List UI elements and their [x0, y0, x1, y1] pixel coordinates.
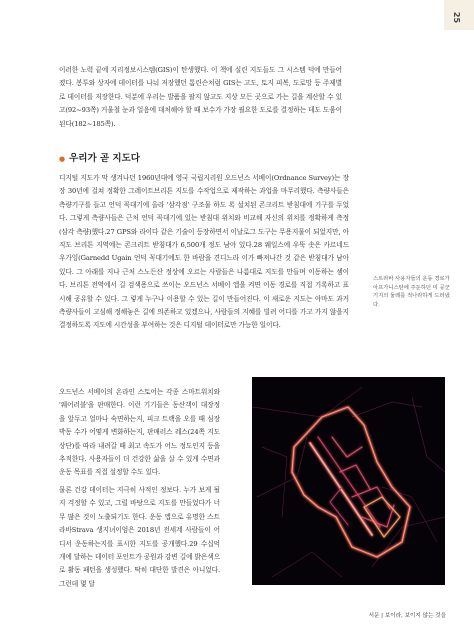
section-heading-text: 우리가 곧 지도다	[69, 153, 140, 164]
page-number: 25	[451, 11, 461, 24]
body-paragraph-block	[59, 172, 349, 333]
running-footer: 서문 | 보이라, 보이지 않는 것을	[368, 613, 446, 619]
intro-paragraph-block	[59, 64, 342, 131]
paragraph: 이러한 노력 끝에 지리정보시스템(GIS)이 탄생했다. 이 책에 실린 지도들도 그 시스템 덕에 만들어졌다. 봉투와 상자에 데이터를 나눠 저장했던 톰린슨처럼 GIS는 고도, 토지 피복, 도로망 등 주제별로 데이터를 저장한다. 덕분에 우리는 발품을 팔지 않고도 지상 모든 곳으로 가는 길을 계산할 수 있고(92~93쪽) 거울철 눈과 얼음에 대처해야 할 때 보수가 가장 필요한 도로를 결정하는 데도 도움이 된다(182~185쪽).	[59, 66, 342, 128]
heading-bullet-icon: ●	[59, 155, 66, 163]
section-heading	[59, 150, 140, 164]
heatmap-figure	[252, 377, 445, 585]
narrow-paragraph-block	[59, 484, 220, 591]
paragraph: 디지털 지도가 막 생겨나던 1960년대에 영국 국립지리원 오드넌스 서베이(Ordnance Survey)는 장장 30년에 걸쳐 정확한 그레이트브리튼 지도를 수작업으로 제작하는 과업을 마무리했다. 측량사들은 측량기구를 들고 언덕 꼭대기에 올라 '삼각점' 구조물 하도 록 설치된 콘크리트 받침대에 기구를 두었다. 그렇게 측량사들은 근처 언덕 꼭대기에 있는 받침대 위치와 비교해 자신의 위치를 정확하게 측정(삼각 측량)했다.27 GPS와 라이다 같은 기술이 등장하면서 이날로그 도구는 무용지물이 되었지만, 아직도 브리튼 지역에는 콘크리트 받침대가 6,500개 정도 남아 있다.28 웨일스에 우뚝 솟은 카르네드 우가잉(Garnedd Ugain 언덕 꼭대기에도 한 바람을 견디느라 이가 빠져나간 것 같은 받침대가 남아 있다. 그 아래를 지나 근처 스노든산 정상에 오르는 사람들은 나름대로 지도를 만들며 이동하는 셈이다. 브리튼 전역에서 길 검색용으로 쓰이는 오드넌스 서베이 앱을 켜면 이동 경로를 직접 기록하고 표시해 공유할 수 있다. 그 렇게 누구나 이용할 수 있는 길이 만들어진다. 이 새로운 지도는 아마도 과거 측량사들이 고심해 정해놓은 길에 의존하고 있겠으나, 사람들의 지혜를 빌려 어디를 가고 가지 않을지 결정하도록 지도에 시간성을 부여하는 것은 디지털 데이터로만 가능한 일이다.	[59, 174, 349, 330]
paragraph: 물론 건강 데이터는 지극히 사적인 정보다. 누가 보게 될지 걱정할 수 있고, 그럴 바탕으로 지도를 만들었다가 너무 많은 것이 노출되기도 한다. 운동 앱으로 유명한 스트라바Strava 생지녀이엄은 2018년 전세계 사람들이 어디서 운동하는지를 표시한 지도를 공개했다.29 수십억 개에 달하는 데이터 포인트가 공원과 강변 길에 밝은색으로 활동 패턴을 생성했다. 딱히 대단한 발견은 아니었다. 그런데 몇 달	[59, 486, 220, 588]
narrow-paragraph-block	[59, 386, 220, 480]
paragraph: 오드넌스 서베이의 온라인 스토어는 각종 스마트워치와 '웨어러블'을 판매한다. 이런 기기들은 동산객이 대장정을 앞두고 얼마나 숙면하는지, 피크 트랙을 오를 때 심장박동 수가 어떻게 변화하는지, 판매러스 레스(24쪽 지도 상단)를 따라 내려갈 때 최고 속도가 어느 정도인지 등을 추적한다. 사용자들이 더 건강한 삶을 살 수 있게 수면과 운동 목표를 직접 설정할 수도 있다.	[59, 388, 220, 477]
strava-heatmap-image	[252, 377, 445, 585]
figure-caption: 스트라바 사용자들의 운동 경로가 아프가니스탄에 주둔하던 미 공군기지의 둘레를 적나라하게 드러냈다.	[373, 276, 450, 308]
